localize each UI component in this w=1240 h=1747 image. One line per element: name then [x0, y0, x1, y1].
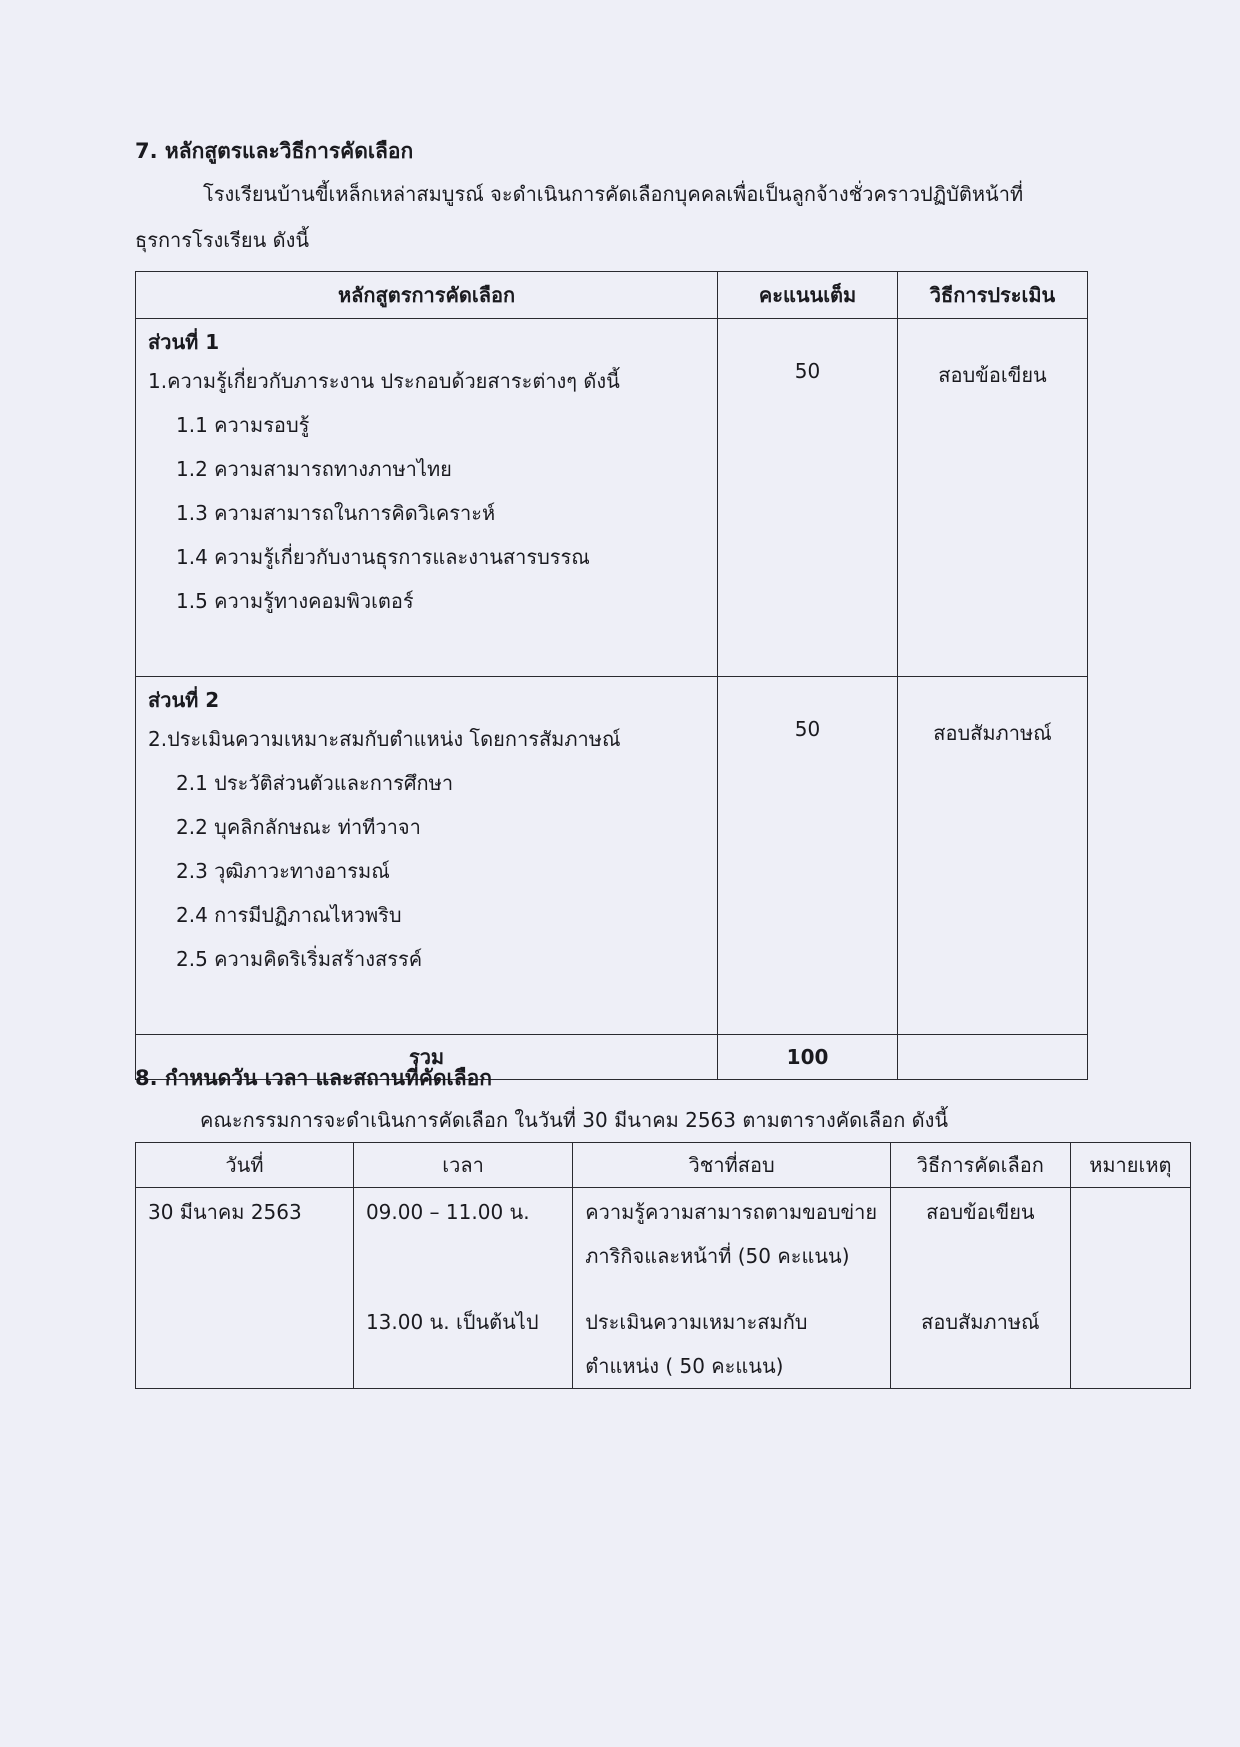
total-label: รวม [136, 1035, 718, 1080]
part1-sub-item: 1.2 ความสามารถทางภาษาไทย [176, 457, 452, 481]
header-criteria: หลักสูตรการคัดเลือก [136, 272, 718, 319]
part2-sub-item: 2.1 ประวัติส่วนตัวและการศึกษา [176, 771, 454, 795]
schedule-method-cell [890, 1188, 1070, 1389]
section8-heading: 8. กำหนดวัน เวลา และสถานที่คัดเลือก [135, 1066, 492, 1090]
schedule-remark-cell [1070, 1188, 1190, 1389]
part1-method: สอบข้อเขียน [897, 319, 1087, 677]
part2-method: สอบสัมภาษณ์ [897, 677, 1087, 1035]
subject-2-line1: ประเมินความเหมาะสมกับ [585, 1310, 808, 1334]
table-row [136, 677, 1088, 1035]
header-full-score: คะแนนเต็ม [718, 272, 898, 319]
header-remark: หมายเหตุ [1070, 1143, 1190, 1188]
part1-score: 50 [718, 319, 898, 677]
method-2: สอบสัมภาษณ์ [921, 1310, 1040, 1334]
schedule-date: 30 มีนาคม 2563 [148, 1200, 302, 1224]
part1-item: 1.ความรู้เกี่ยวกับภาระงาน ประกอบด้วยสาระต่างๆ ดังนี้ [148, 369, 620, 393]
schedule-time-1: 09.00 – 11.00 น. [365, 1200, 530, 1224]
part1-sub-item: 1.3 ความสามารถในการคิดวิเคราะห์ [176, 501, 496, 525]
schedule-time-cell [353, 1188, 572, 1389]
part2-title: ส่วนที่ 2 [148, 688, 220, 712]
part2-sub-item: 2.4 การมีปฏิภาณไหวพริบ [176, 903, 402, 927]
header-selection-method: วิธีการคัดเลือก [890, 1143, 1070, 1188]
section8-intro: คณะกรรมการจะดำเนินการคัดเลือก ในวันที่ 30 มีนาคม 2563 ตามตารางคัดเลือก ดังนี้ [200, 1108, 949, 1132]
table-row [136, 319, 1088, 677]
method-1: สอบข้อเขียน [926, 1200, 1035, 1224]
subject-2-line2: ตำแหน่ง ( 50 คะแนน) [585, 1354, 784, 1378]
total-method-empty [897, 1035, 1087, 1080]
header-subject: วิชาที่สอบ [573, 1143, 891, 1188]
schedule-time-2: 13.00 น. เป็นต้นไป [365, 1310, 539, 1334]
header-method: วิธีการประเมิน [897, 272, 1087, 319]
table-header-row [136, 1143, 1191, 1188]
subject-1-line1: ความรู้ความสามารถตามขอบข่าย [585, 1200, 878, 1224]
schedule-table [135, 1142, 1191, 1389]
part2-score: 50 [718, 677, 898, 1035]
table-header-row [136, 272, 1088, 319]
part1-criteria-cell [136, 319, 718, 677]
part2-sub-item: 2.2 บุคลิกลักษณะ ท่าทีวาจา [176, 815, 421, 839]
header-time: เวลา [353, 1143, 572, 1188]
section7-intro-line2: ธุรการโรงเรียน ดังนี้ [135, 228, 310, 252]
part2-sub-item: 2.5 ความคิดริเริ่มสร้างสรรค์ [176, 947, 423, 971]
selection-criteria-table [135, 271, 1088, 1080]
section7-heading: 7. หลักสูตรและวิธีการคัดเลือก [135, 139, 414, 163]
part2-criteria-cell [136, 677, 718, 1035]
part1-sub-item: 1.1 ความรอบรู้ [176, 413, 310, 437]
schedule-date-cell [136, 1188, 354, 1389]
subject-1-line2: ภาริกิจและหน้าที่ (50 คะแนน) [585, 1244, 850, 1268]
total-score: 100 [718, 1035, 898, 1080]
part1-title: ส่วนที่ 1 [148, 330, 220, 354]
table-row [136, 1188, 1191, 1389]
section7-intro-line1: โรงเรียนบ้านขี้เหล็กเหล่าสมบูรณ์ จะดำเนินการคัดเลือกบุคคลเพื่อเป็นลูกจ้างชั่วคราวปฏิบัติหน้าที่ [203, 182, 1024, 206]
part2-sub-item: 2.3 วุฒิภาวะทางอารมณ์ [176, 859, 390, 883]
part2-item: 2.ประเมินความเหมาะสมกับตำแหน่ง โดยการสัมภาษณ์ [148, 727, 621, 751]
part1-sub-item: 1.5 ความรู้ทางคอมพิวเตอร์ [176, 589, 414, 613]
header-date: วันที่ [136, 1143, 354, 1188]
part1-sub-item: 1.4 ความรู้เกี่ยวกับงานธุรการและงานสารบรรณ [176, 545, 590, 569]
schedule-subject-cell [573, 1188, 891, 1389]
